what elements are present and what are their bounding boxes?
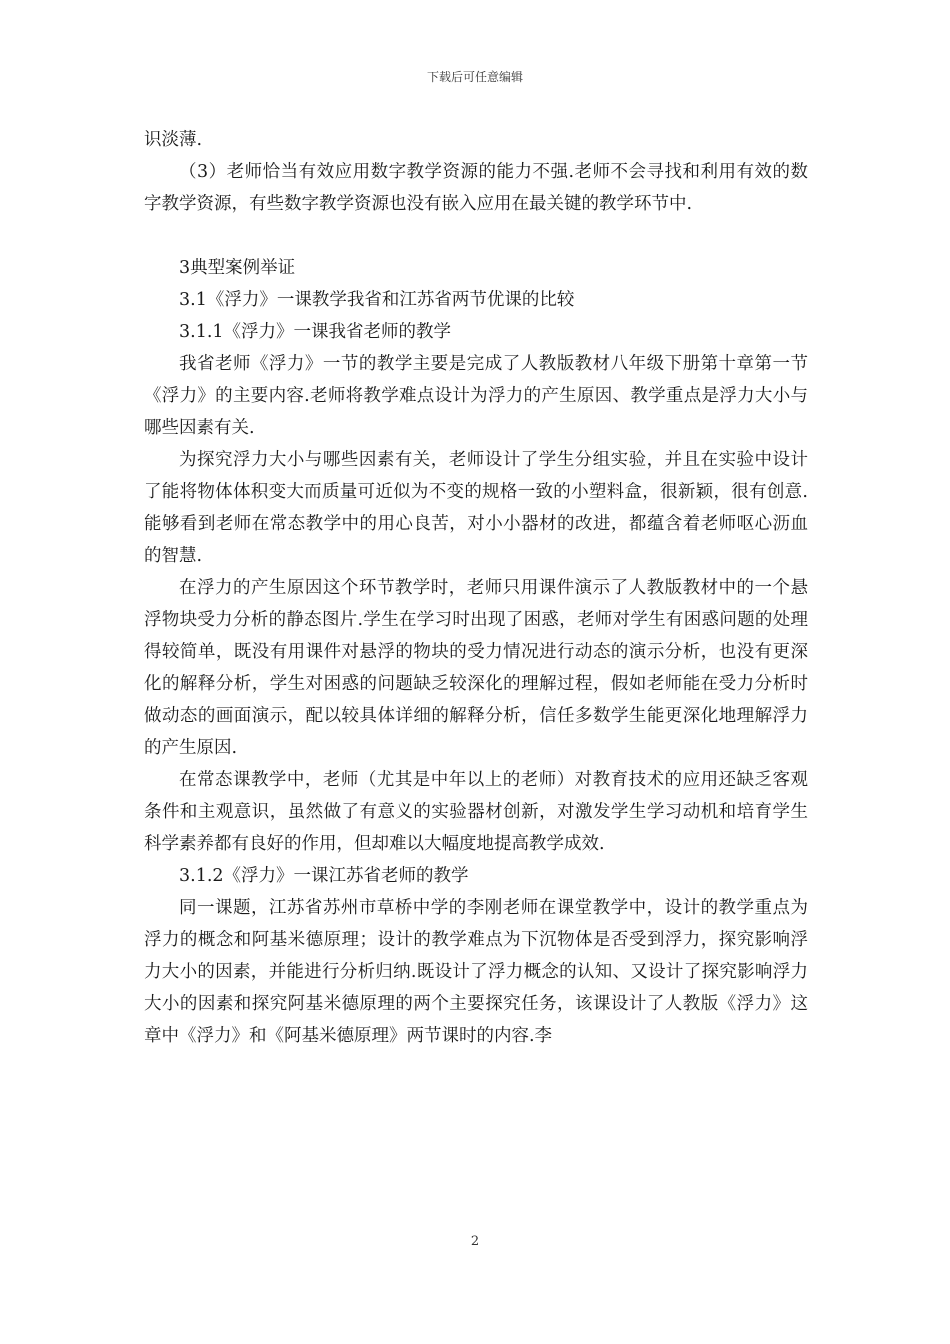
subsubsection-heading: 3.1.1《浮力》一课我省老师的教学 [179, 322, 452, 342]
paragraph: 在浮力的产生原因这个环节教学时，老师只用课件演示了人教版教材中的一个悬浮物块受力分析的静态图片.学生在学习时出现了困惑，老师对学生有困惑问题的处理得较简单，既没有用课件对悬浮的物块的受力情况进行动态的演示分析，也没有更深化的解释分析，学生对困惑的问题缺乏较深化的理解过程，假如老师能在受力分析时做动态的画面演示，配以较具体详细的解释分析，信任多数学生能更深化地理解浮力的产生原因. [144, 578, 808, 758]
document-body [144, 124, 808, 1052]
paragraph: 我省老师《浮力》一节的教学主要是完成了人教版教材八年级下册第十章第一节《浮力》的主要内容.老师将教学难点设计为浮力的产生原因、教学重点是浮力大小与哪些因素有关. [144, 354, 808, 438]
paragraph: 同一课题，江苏省苏州市草桥中学的李刚老师在课堂教学中，设计的教学重点为浮力的概念和阿基米德原理；设计的教学难点为下沉物体是否受到浮力，探究影响浮力大小的因素，并能进行分析归纳.既设计了浮力概念的认知、又设计了探究影响浮力大小的因素和探究阿基米德原理的两个主要探究任务，该课设计了人教版《浮力》这章中《浮力》和《阿基米德原理》两节课时的内容.李 [144, 898, 808, 1046]
section-heading: 3典型案例举证 [179, 258, 296, 278]
paragraph: 在常态课教学中，老师（尤其是中年以上的老师）对教育技术的应用还缺乏客观条件和主观意识，虽然做了有意义的实验器材创新，对激发学生学习动机和培育学生科学素养都有良好的作用，但却难以大幅度地提高教学成效. [144, 770, 808, 854]
paragraph: （3）老师恰当有效应用数字教学资源的能力不强.老师不会寻找和利用有效的数字教学资源，有些数字教学资源也没有嵌入应用在最关键的教学环节中. [144, 162, 808, 214]
subsubsection-heading: 3.1.2《浮力》一课江苏省老师的教学 [179, 866, 469, 886]
page-header: 下载后可任意编辑 [426, 70, 523, 84]
subsection-heading: 3.1《浮力》一课教学我省和江苏省两节优课的比较 [179, 290, 575, 310]
paragraph: 为探究浮力大小与哪些因素有关，老师设计了学生分组实验，并且在实验中设计了能将物体体积变大而质量可近似为不变的规格一致的小塑料盒，很新颖，很有创意.能够看到老师在常态教学中的用心良苦，对小小器材的改进，都蕴含着老师呕心沥血的智慧. [144, 450, 808, 566]
paragraph: 识淡薄. [144, 130, 203, 150]
page-number: 2 [470, 1234, 480, 1249]
